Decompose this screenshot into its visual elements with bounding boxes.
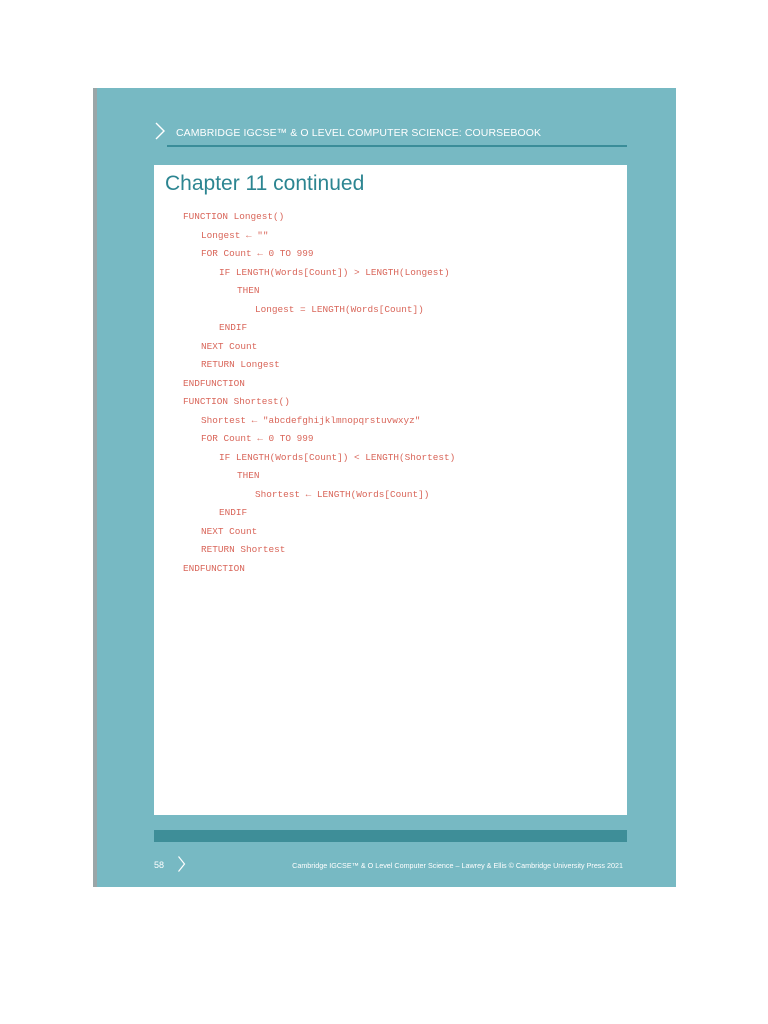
code-line: THEN — [237, 285, 260, 296]
running-header: CAMBRIDGE IGCSE™ & O LEVEL COMPUTER SCIENCE: COURSEBOOK — [176, 127, 542, 139]
chevron-right-icon — [154, 121, 166, 141]
code-line: FOR Count ← 0 TO 999 — [201, 248, 314, 259]
code-line: FUNCTION Longest() — [183, 211, 285, 222]
code-line: NEXT Count — [201, 525, 258, 537]
footer-bar — [154, 830, 627, 842]
code-line: Longest ← "" — [201, 229, 269, 241]
code-line: FOR Count ← 0 TO 999 — [201, 433, 314, 444]
code-line: Shortest ← "abcdefghijklmnopqrstuvwxyz" — [201, 414, 421, 426]
code-line: IF LENGTH(Words[Count]) < LENGTH(Shortest) — [219, 451, 456, 463]
code-line: IF LENGTH(Words[Count]) > LENGTH(Longest) — [219, 266, 450, 278]
code-line: ENDIF — [219, 322, 248, 333]
pseudocode-block — [183, 208, 455, 578]
coursebook-page — [93, 88, 676, 887]
code-line: ENDFUNCTION — [183, 562, 245, 574]
code-line: Longest = LENGTH(Words[Count]) — [255, 303, 424, 315]
code-line: Shortest ← LENGTH(Words[Count]) — [255, 488, 430, 500]
copyright-footer: Cambridge IGCSE™ & O Level Computer Science – Lawrey & Ellis © Cambridge University Press 2021 — [292, 861, 623, 870]
code-line: ENDIF — [219, 507, 248, 518]
code-line: FUNCTION Shortest() — [183, 396, 290, 407]
header-rule — [167, 145, 627, 147]
content-panel — [154, 165, 627, 815]
page-number: 58 — [154, 860, 165, 870]
code-line: RETURN Longest — [201, 359, 280, 370]
chapter-title: Chapter 11 continued — [165, 172, 365, 195]
code-line: THEN — [237, 470, 260, 481]
code-line: NEXT Count — [201, 340, 258, 352]
code-line: RETURN Shortest — [201, 544, 286, 555]
chevron-right-icon — [177, 855, 186, 873]
code-line: ENDFUNCTION — [183, 377, 245, 389]
